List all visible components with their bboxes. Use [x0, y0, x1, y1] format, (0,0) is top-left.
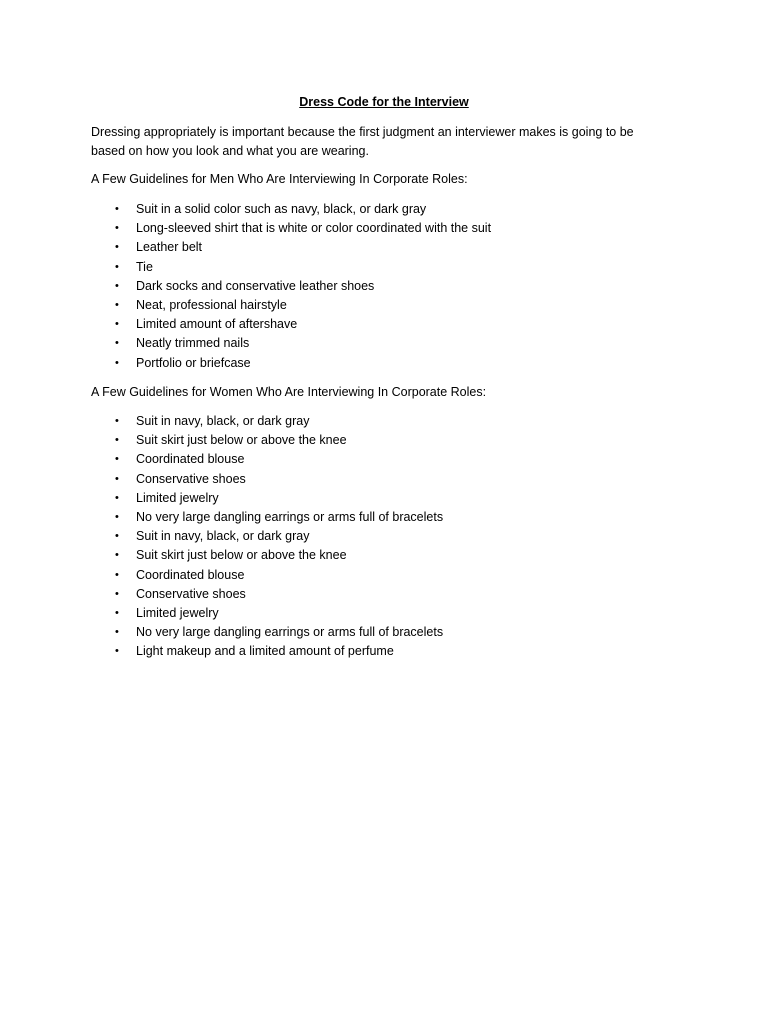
- bullet-icon: •: [115, 491, 119, 504]
- list-item-text: Suit in navy, black, or dark gray: [136, 414, 310, 428]
- list-item-text: Dark socks and conservative leather shoes: [136, 278, 375, 293]
- list-item-text: No very large dangling earrings or arms full of bracelets: [136, 625, 444, 640]
- list-item-text: Long-sleeved shirt that is white or color coordinated with the suit: [136, 221, 492, 236]
- bullet-icon: •: [115, 279, 119, 292]
- men-guidelines-heading: A Few Guidelines for Men Who Are Interviewing In Corporate Roles:: [91, 172, 468, 186]
- list-item-text: Light makeup and a limited amount of perfume: [136, 644, 394, 659]
- list-item-text: Suit skirt just below or above the knee: [136, 433, 347, 448]
- list-item-text: Coordinated blouse: [136, 567, 245, 582]
- bullet-icon: •: [115, 626, 119, 639]
- list-item-text: Conservative shoes: [136, 471, 246, 486]
- bullet-icon: •: [115, 337, 119, 350]
- bullet-icon: •: [115, 260, 119, 273]
- bullet-icon: •: [115, 453, 119, 466]
- list-item-text: Conservative shoes: [136, 586, 246, 601]
- list-item-text: Portfolio or briefcase: [136, 355, 251, 370]
- list-item-text: Coordinated blouse: [136, 452, 245, 467]
- list-item-text: Suit in navy, black, or dark gray: [136, 529, 310, 544]
- bullet-icon: •: [115, 606, 119, 619]
- list-item-text: No very large dangling earrings or arms full of bracelets: [136, 509, 444, 524]
- bullet-icon: •: [115, 645, 119, 658]
- list-item-text: Suit in a solid color such as navy, black, or dark gray: [136, 202, 427, 216]
- bullet-icon: •: [115, 222, 119, 235]
- bullet-icon: •: [115, 472, 119, 485]
- bullet-icon: •: [115, 510, 119, 523]
- list-item-text: Limited jewelry: [136, 605, 219, 620]
- list-item-text: Suit skirt just below or above the knee: [136, 548, 347, 563]
- bullet-icon: •: [115, 298, 119, 311]
- intro-paragraph: Dressing appropriately is important because the first judgment an interviewer makes is going to be based on how you look and what you are wearing.: [91, 125, 634, 158]
- list-item-text: Limited amount of aftershave: [136, 317, 298, 332]
- list-item-text: Limited jewelry: [136, 490, 219, 505]
- document-title: Dress Code for the Interview: [299, 95, 469, 109]
- bullet-icon: •: [115, 415, 119, 427]
- list-item-text: Leather belt: [136, 240, 203, 255]
- bullet-icon: •: [115, 356, 119, 369]
- list-item-text: Tie: [136, 259, 153, 274]
- bullet-icon: •: [115, 530, 119, 543]
- bullet-icon: •: [115, 203, 119, 215]
- bullet-icon: •: [115, 318, 119, 331]
- bullet-icon: •: [115, 549, 119, 562]
- list-item-text: Neatly trimmed nails: [136, 336, 250, 351]
- bullet-icon: •: [115, 434, 119, 447]
- bullet-icon: •: [115, 568, 119, 581]
- bullet-icon: •: [115, 241, 119, 254]
- bullet-icon: •: [115, 587, 119, 600]
- list-item-text: Neat, professional hairstyle: [136, 297, 287, 312]
- women-guidelines-heading: A Few Guidelines for Women Who Are Interviewing In Corporate Roles:: [91, 385, 487, 399]
